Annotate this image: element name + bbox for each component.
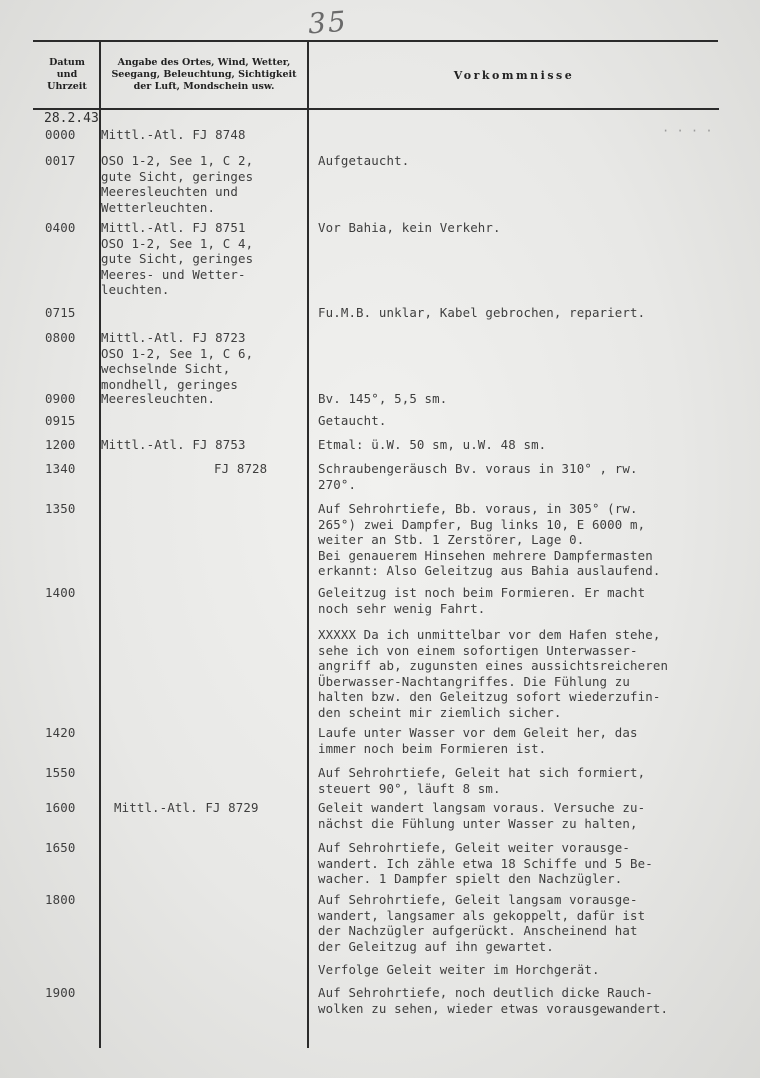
header-line: Datum (49, 57, 85, 68)
page-number: 35 (306, 4, 349, 41)
entry-place-line: FJ 8728 (214, 461, 268, 476)
header-date-time (36, 57, 98, 93)
entry-event-line: XXXXX Da ich unmittelbar vor dem Hafen stehe, (318, 627, 661, 642)
entry-event-line: Vor Bahia, kein Verkehr. (318, 220, 501, 235)
entry-event-line: steuert 90°, läuft 8 sm. (318, 780, 501, 796)
entry-event-line: Aufgetaucht. (318, 153, 410, 168)
header-line: Seegang, Beleuchtung, Sichtigkeit (111, 69, 297, 80)
header-place-weather (101, 57, 307, 93)
entry-place-line: Meeresleuchten und (101, 184, 238, 199)
header-top-rule (33, 40, 718, 42)
entry-place-line: gute Sicht, geringes (101, 168, 254, 184)
entry-event-line: Getaucht. (318, 413, 387, 428)
entry-time: 0400 (45, 220, 76, 235)
entry-place-line: Mittl.-Atl. FJ 8723 (101, 330, 246, 345)
entry-event-line: Bei genauerem Hinsehen mehrere Dampfermasten (318, 547, 653, 563)
entry-event-line: wacher. 1 Dampfer spielt den Nachzügler. (318, 871, 623, 886)
entry-time: 0915 (45, 413, 76, 428)
header-line: und (56, 69, 78, 80)
entry-event-line: noch sehr wenig Fahrt. (318, 600, 486, 616)
entry-time: 0800 (45, 330, 76, 345)
entry-place-line: Mittl.-Atl. FJ 8729 (114, 800, 259, 815)
entry-event-line: nächst die Fühlung unter Wasser zu halten, (318, 815, 638, 831)
entry-event-line: Fu.M.B. unklar, Kabel gebrochen, repariert. (318, 305, 646, 320)
entry-place-line: leuchten. (101, 282, 170, 297)
entry-event-line: wandert, langsamer als gekoppelt, dafür ist (318, 907, 646, 923)
entry-event-line: Laufe unter Wasser vor dem Geleit her, das (318, 725, 638, 740)
entry-time: 0017 (45, 153, 76, 168)
entry-event-line: Auf Sehrohrtiefe, Geleit langsam vorausge- (318, 892, 638, 907)
entry-place-line: Mittl.-Atl. FJ 8751 (101, 220, 246, 235)
entry-event-line: Verfolge Geleit weiter im Horchgerät. (318, 962, 600, 977)
entry-time: 1400 (45, 585, 76, 600)
entry-event-line: immer noch beim Formieren ist. (318, 740, 547, 756)
entry-event-line: Auf Sehrohrtiefe, Geleit hat sich formiert, (318, 765, 646, 780)
entry-event-line: Überwasser-Nachtangriffes. Die Fühlung zu (318, 673, 631, 689)
entry-place-line: OSO 1-2, See 1, C 2, (101, 153, 254, 168)
entry-place-line: Meeresleuchten. (101, 391, 216, 406)
header-bottom-rule (33, 108, 719, 110)
entry-place-line: Mittl.-Atl. FJ 8753 (101, 437, 246, 452)
entry-event-line: erkannt: Also Geleitzug aus Bahia auslaufend. (318, 563, 661, 578)
entry-event-line: wolken zu sehen, wieder etwas vorausgewandert. (318, 1000, 669, 1016)
entry-place-line: OSO 1-2, See 1, C 6, (101, 345, 254, 361)
entry-event-line: Auf Sehrohrtiefe, Geleit weiter vorausge- (318, 840, 631, 855)
entry-time: 1200 (45, 437, 76, 452)
header-line: Angabe des Ortes, Wind, Wetter, (117, 57, 291, 68)
entry-event-line: der Nachzügler aufgerückt. Anscheinend hat (318, 923, 638, 938)
entry-event-line: halten bzw. den Geleitzug sofort wiederzufin- (318, 689, 661, 704)
entry-event-line: Auf Sehrohrtiefe, Bb. voraus, in 305° (rw. (318, 501, 638, 516)
entry-event-line: sehe ich von einem sofortigen Unterwasser- (318, 642, 638, 658)
entry-time: 1650 (45, 840, 76, 855)
entry-event-line: Etmal: ü.W. 50 sm, u.W. 48 sm. (318, 437, 547, 452)
entry-event-line: Bv. 145°, 5,5 sm. (318, 391, 448, 406)
entry-event-line: 265°) zwei Dampfer, Bug links 10, E 6000 m, (318, 516, 646, 532)
entry-place-line: Meeres- und Wetter- (101, 266, 246, 282)
entry-place-line: wechselnde Sicht, (101, 361, 231, 376)
entry-time: 1550 (45, 765, 76, 780)
entry-time: 1800 (45, 892, 76, 907)
column-divider-2 (307, 42, 309, 1048)
entry-event-line: der Geleitzug auf ihn gewartet. (318, 938, 554, 954)
entry-time: 0000 (45, 127, 76, 142)
corner-mark: · · · · (662, 124, 713, 138)
header-line: Uhrzeit (47, 81, 87, 92)
entry-place-line: OSO 1-2, See 1, C 4, (101, 235, 254, 251)
entry-place-line: Mittl.-Atl. FJ 8748 (101, 127, 246, 142)
entry-time: 0715 (45, 305, 76, 320)
entry-event-line: wandert. Ich zähle etwa 18 Schiffe und 5 Be- (318, 855, 653, 871)
entry-event-line: angriff ab, zugunsten eines aussichtsreicheren (318, 658, 669, 673)
entry-time: 1420 (45, 725, 76, 740)
entry-event-line: weiter an Stb. 1 Zerstörer, Lage 0. (318, 532, 585, 547)
entry-time: 1900 (45, 985, 76, 1000)
entry-event-line: 270°. (318, 476, 357, 492)
entry-event-line: den scheint mir ziemlich sicher. (318, 704, 562, 720)
entry-time: 1350 (45, 501, 76, 516)
header-events: Vorkommnisse (453, 69, 575, 82)
entry-event-line: Geleitzug ist noch beim Formieren. Er macht (318, 585, 646, 600)
date-mark: 28.2.43 (44, 111, 99, 126)
entry-time: 1340 (45, 461, 76, 476)
entry-event-line: Schraubengeräusch Bv. voraus in 310° , rw. (318, 461, 638, 476)
entry-place-line: Wetterleuchten. (101, 199, 216, 215)
entry-event-line: Auf Sehrohrtiefe, noch deutlich dicke Rauch- (318, 985, 653, 1000)
header-line: der Luft, Mondschein usw. (133, 81, 275, 92)
entry-time: 0900 (45, 391, 76, 406)
entry-time: 1600 (45, 800, 76, 815)
entry-place-line: gute Sicht, geringes (101, 251, 254, 266)
entry-event-line: Geleit wandert langsam voraus. Versuche zu- (318, 800, 646, 815)
entry-place-line: mondhell, geringes (101, 376, 238, 392)
